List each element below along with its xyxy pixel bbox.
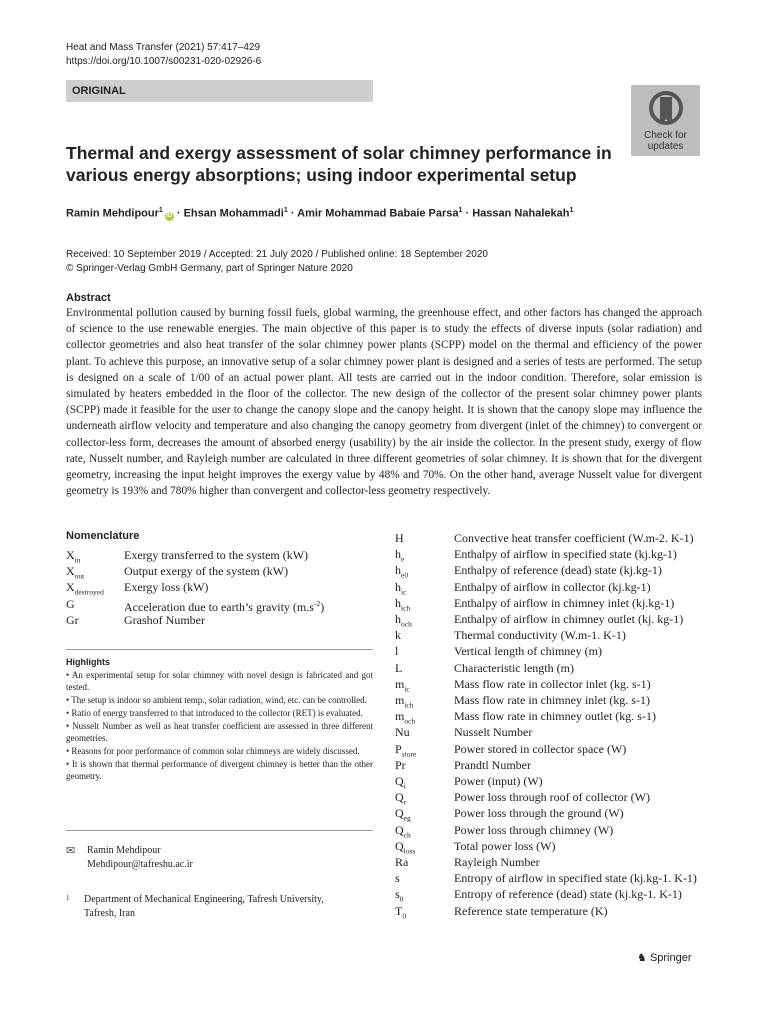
affiliation-number: 1 bbox=[66, 894, 70, 902]
symbol-subscript: in bbox=[74, 555, 81, 565]
highlights-divider bbox=[66, 830, 373, 831]
nomenclature-symbol: $P_{store}$ bbox=[395, 741, 417, 758]
springer-horse-icon: ♞ bbox=[637, 952, 647, 964]
symbol-subscript: r bbox=[403, 797, 407, 807]
nomenclature-definition: Enthalpy of airflow in chimney outlet (kj. kg-1) bbox=[454, 612, 684, 626]
nomenclature-symbol: l bbox=[395, 644, 399, 659]
nomenclature-definition: Power stored in collector space (W) bbox=[454, 741, 627, 756]
author-name[interactable]: Ehsan Mohammadi bbox=[183, 207, 284, 220]
symbol-subscript: och bbox=[404, 716, 416, 726]
journal-doi[interactable]: https://doi.org/10.1007/s00231-020-02926-6 bbox=[66, 56, 262, 67]
author-affiliation-mark: 1 bbox=[458, 207, 463, 214]
crossmark-icon bbox=[649, 91, 683, 129]
nomenclature-symbol: Nu bbox=[395, 725, 410, 740]
nomenclature-definition: Power loss through the ground (W) bbox=[454, 806, 624, 821]
check-for-line2: updates bbox=[647, 141, 684, 152]
author-separator: · bbox=[290, 207, 295, 220]
nomenclature-symbol: $X_{destroyed}$ bbox=[66, 580, 104, 597]
nomenclature-definition: Power loss through chimney (W) bbox=[454, 822, 614, 837]
nomenclature-symbol: G bbox=[66, 596, 75, 611]
check-for-updates-badge[interactable] bbox=[631, 85, 700, 156]
nomenclature-symbol: $X_{out}$ bbox=[66, 564, 85, 581]
nomenclature-symbol: $h_{ic}$ bbox=[395, 579, 407, 596]
envelope-icon: ✉ bbox=[66, 845, 76, 857]
highlight-item: • Ratio of energy transferred to that introduced to the collector (RET) is evaluated. bbox=[66, 707, 363, 718]
nomenclature-symbol: $m_{och}$ bbox=[395, 709, 416, 726]
symbol-subscript: i bbox=[403, 781, 406, 791]
symbol-subscript: ich bbox=[401, 603, 411, 613]
publisher-logo bbox=[637, 951, 692, 964]
nomenclature-symbol: $h_{och}$ bbox=[395, 612, 412, 629]
nomenclature-definition: Prandtl Number bbox=[454, 757, 531, 772]
nomenclature-definition: Vertical length of chimney (m) bbox=[454, 644, 602, 659]
highlights-box bbox=[66, 649, 373, 783]
author-affiliation-mark: 1 bbox=[569, 207, 574, 214]
nomenclature-symbol: $Q_r$ bbox=[395, 790, 407, 807]
symbol-subscript: ic bbox=[401, 586, 407, 596]
nomenclature-definition: Power (input) (W) bbox=[454, 774, 543, 788]
nomenclature-symbol: Gr bbox=[66, 612, 79, 627]
symbol-subscript: store bbox=[401, 748, 417, 758]
highlight-item: • Reasons for poor performance of common solar chimneys are widely discussed. bbox=[66, 745, 360, 756]
nomenclature-definition: Enthalpy of airflow in specified state (kj.kg-1) bbox=[454, 547, 677, 562]
nomenclature-definition: Reference state temperature (K) bbox=[454, 903, 608, 918]
journal-citation: Heat and Mass Transfer (2021) 57:417–429 bbox=[66, 42, 261, 53]
nomenclature-definition: Entropy of reference (dead) state (kj.kg-1. K-1) bbox=[454, 887, 682, 902]
nomenclature-symbol: Pr bbox=[395, 757, 406, 772]
author-name[interactable]: Ramin Mehdipour bbox=[66, 207, 159, 220]
orcid-icon[interactable]: iD bbox=[166, 212, 173, 219]
nomenclature-definition: Entropy of airflow in specified state (kj.kg-1. K-1) bbox=[454, 871, 697, 886]
nomenclature-definition: Power loss through roof of collector (W) bbox=[454, 790, 650, 805]
symbol-subscript: e bbox=[401, 554, 405, 564]
nomenclature-symbol: $m_{ich}$ bbox=[395, 693, 414, 710]
author-affiliation-mark: 1 bbox=[283, 207, 288, 214]
symbol-subscript: destroyed bbox=[74, 587, 104, 597]
nomenclature-symbol: $Q_{eg}$ bbox=[395, 806, 411, 823]
nomenclature-definition: Grashof Number bbox=[124, 612, 205, 627]
nomenclature-definition: Characteristic length (m) bbox=[454, 660, 574, 675]
symbol-subscript: eg bbox=[403, 813, 411, 823]
symbol-subscript: ic bbox=[404, 684, 410, 694]
symbol-subscript: e0 bbox=[401, 570, 409, 580]
highlight-item: • It is shown that thermal performance of divergent chimney is better than the other geometry. bbox=[66, 758, 373, 782]
nomenclature-symbol: $X_{in}$ bbox=[66, 548, 81, 565]
publication-dates bbox=[66, 248, 488, 275]
author-separator: · bbox=[465, 207, 470, 220]
publisher-name: Springer bbox=[649, 952, 692, 964]
nomenclature-symbol: $Q_{loss}$ bbox=[395, 838, 416, 856]
contact-name: Ramin Mehdipour bbox=[87, 845, 161, 856]
symbol-subscript: och bbox=[401, 619, 412, 629]
nomenclature-symbol: Ra bbox=[395, 855, 409, 869]
nomenclature-definition: Exergy loss (kW) bbox=[124, 580, 209, 595]
nomenclature-symbol: $h_e$ bbox=[395, 547, 405, 564]
highlight-item: • An experimental setup for solar chimney with novel design is fabricated and got tested. bbox=[66, 669, 373, 693]
symbol-subscript: 0 bbox=[399, 894, 404, 904]
nomenclature-definition: Thermal conductivity (W.m-1. K-1) bbox=[454, 628, 626, 643]
copyright-line: © Springer-Verlag GmbH Germany, part of Springer Nature 2020 bbox=[66, 262, 353, 274]
nomenclature-definition: Output exergy of the system (kW) bbox=[124, 564, 289, 579]
contact-email[interactable]: Mehdipour@tafreshu.ac.ir bbox=[87, 859, 193, 870]
author-name[interactable]: Hassan Nahalekah bbox=[472, 207, 570, 220]
symbol-subscript: ch bbox=[403, 829, 411, 839]
nomenclature-symbol: k bbox=[395, 628, 401, 643]
nomenclature-definition: Enthalpy of airflow in chimney inlet (kj.kg-1) bbox=[454, 595, 675, 610]
symbol-subscript: loss bbox=[403, 846, 416, 856]
highlight-item: • Nusselt Number as well as heat transfer coefficient are assessed in three different geometries. bbox=[66, 720, 373, 744]
article-title: Thermal and exergy assessment of solar chimney performance in various energy absorptions; using indoor experimental setup bbox=[66, 143, 612, 185]
symbol-subscript: ich bbox=[404, 700, 414, 710]
nomenclature-definition: Enthalpy of reference (dead) state (kj.kg-1) bbox=[454, 563, 662, 578]
nomenclature-symbol: L bbox=[395, 660, 403, 675]
nomenclature-heading: Nomenclature bbox=[66, 530, 140, 542]
nomenclature-definition: Nusselt Number bbox=[454, 725, 533, 740]
journal-info bbox=[66, 41, 261, 69]
highlight-item: • The setup is indoor so ambient temp., solar radiation, wind, etc. can be controlled. bbox=[66, 695, 367, 706]
author-name[interactable]: Amir Mohammad Babaie Parsa bbox=[297, 207, 459, 220]
nomenclature-definition: Enthalpy of airflow in collector (kj.kg-1) bbox=[454, 579, 651, 594]
abstract-section bbox=[66, 291, 702, 499]
nomenclature-definition: Rayleigh Number bbox=[454, 855, 540, 869]
nomenclature-definition: Exergy transferred to the system (kW) bbox=[124, 548, 309, 562]
abstract-text: Environmental pollution caused by burning fossil fuels, global warming, the greenhouse effect, and other factors has changed the approach of science to the use renewable energies. The main objective of this paper is to study the effects of diverse inputs (solar radiation) and collector geometries and also heat transfer of the solar chimney power plants (SCPP) model on the thermal and efficiency of the power plant. To achieve this purpose, an innovative setup of a solar chimney power plant is designed and a series of tests are performed. The setup is designed on a scale of 1/00 of an actual power plant. All tests are carried out in the indoor condition. Therefore, solar emission is simulated by heaters embedded in the floor of the collector. The new design of the collector of the present solar chimney power plants (SCPP) made it feasible for the user to change the canopy slope and the canopy height. It is shown that the canopy slope may influence the underneath airflow velocity and temperature and also changing the canopy geometry from divergent (inlet of the chimney) to convergent or collector-less form, decreases the amount of absorbed energy (usability) by the air inside the collector. In the present study, exergy of flow rate, Nusselt number, and Rayleigh number are calculated in three different geometries of solar chimney. It is shown that for the divergent geometry, increasing the input height improves the exergy value by 48% and 70%. On the other hand, average Nusselt value for divergent geometry is 193% and 780% higher than convergent and collector-less geometry respectively. bbox=[66, 307, 702, 498]
nomenclature-symbol: H bbox=[395, 531, 404, 545]
history-dates: Received: 10 September 2019 / Accepted: 21 July 2020 / Published online: 18 September 2020 bbox=[66, 249, 488, 260]
nomenclature-symbol: $Q_{ch}$ bbox=[395, 822, 411, 839]
nomenclature-symbol: $h_{ich}$ bbox=[395, 595, 411, 613]
affiliation-line2: Tafresh, Iran bbox=[84, 908, 135, 919]
article-type-banner: ORIGINAL bbox=[66, 80, 373, 102]
author-list bbox=[66, 207, 573, 221]
nomenclature-symbol: $m_{ic}$ bbox=[395, 676, 410, 694]
author-separator: · bbox=[176, 207, 181, 220]
nomenclature-symbol: s bbox=[395, 871, 400, 886]
nomenclature-definition: Mass flow rate in chimney inlet (kg. s-1) bbox=[454, 693, 650, 707]
nomenclature-definition: Total power loss (W) bbox=[454, 838, 556, 853]
nomenclature-symbol: $Q_i$ bbox=[395, 774, 406, 791]
affiliation-line1: Department of Mechanical Engineering, Tafresh University, bbox=[84, 894, 324, 905]
symbol-subscript: 0 bbox=[402, 910, 407, 920]
nomenclature-definition: Convective heat transfer coefficient (W.m-2. K-1) bbox=[454, 531, 694, 545]
nomenclature-symbol: $T_0$ bbox=[395, 903, 407, 920]
author-affiliation-mark: 1 bbox=[158, 207, 163, 214]
nomenclature-definition: Mass flow rate in collector inlet (kg. s-1) bbox=[454, 676, 651, 691]
highlights-heading: Highlights bbox=[66, 657, 110, 667]
nomenclature-definition: Acceleration due to earth’s gravity $(m.s^{-2})$ bbox=[124, 598, 325, 614]
symbol-subscript: out bbox=[74, 571, 85, 581]
nomenclature-definition: Mass flow rate in chimney outlet (kg. s-1) bbox=[454, 709, 656, 724]
nomenclature-symbol: $s_0$ bbox=[395, 887, 404, 904]
check-for-line1: Check for bbox=[644, 130, 687, 141]
nomenclature-symbol: $h_{e0}$ bbox=[395, 563, 409, 580]
abstract-heading: Abstract bbox=[66, 292, 111, 304]
